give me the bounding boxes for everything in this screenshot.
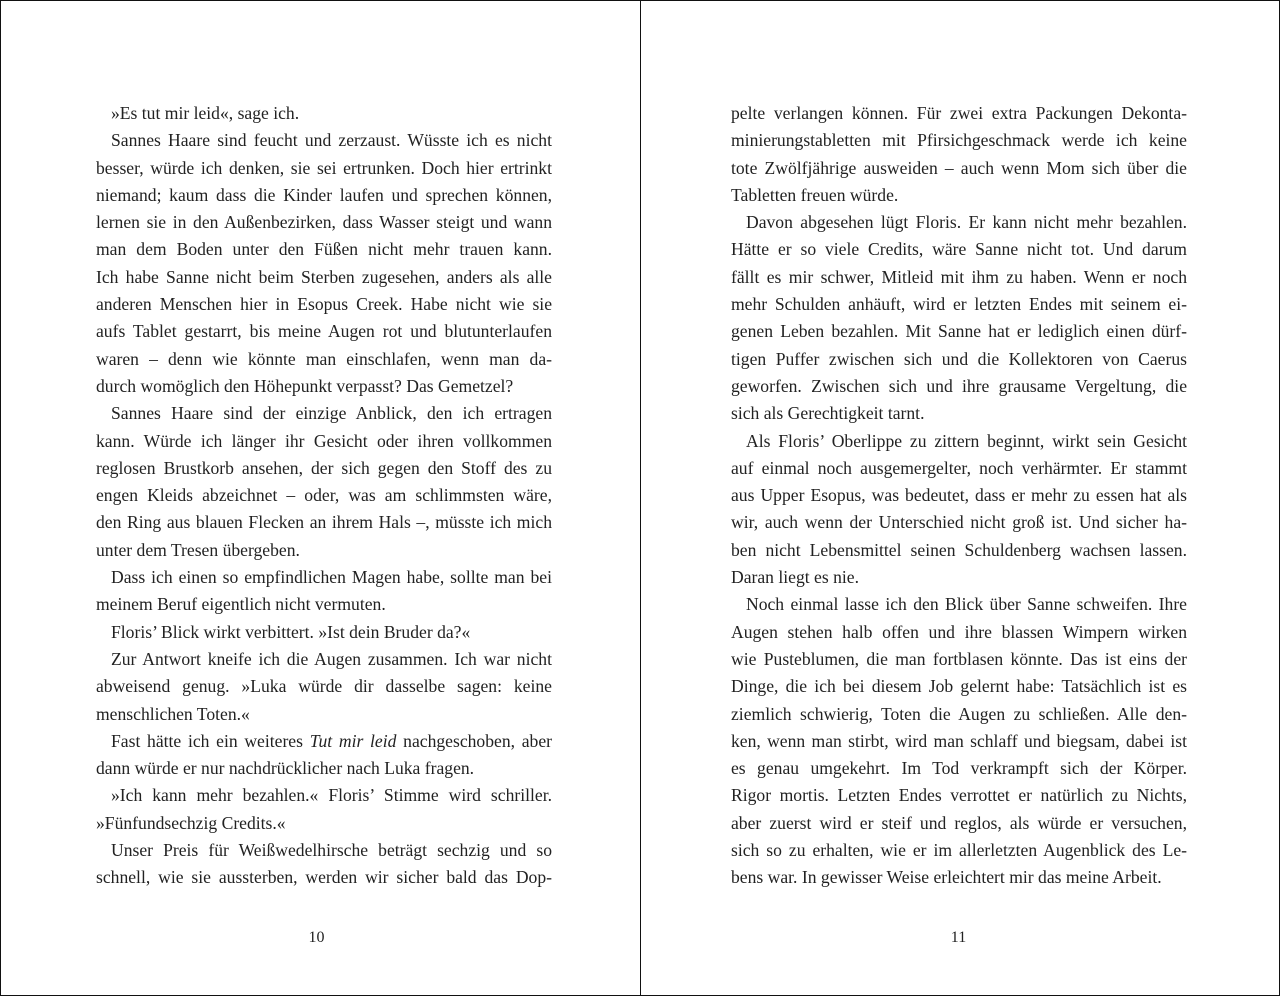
text-line: unter dem Tresen übergeben.: [96, 539, 300, 560]
text-line: dann würde er nur nachdrücklicher nach Luka fragen.: [96, 758, 475, 779]
text-fragment: nachgeschoben, aber: [403, 730, 553, 751]
text-line: tote Zwölfjährige ausweiden – auch wenn Mom sich über die: [731, 157, 1187, 178]
text-line: Als Floris’ Oberlippe zu zittern beginnt, wirkt sein Gesicht: [746, 430, 1187, 451]
text-line: Davon abgesehen lügt Floris. Er kann nicht mehr bezahlen.: [746, 212, 1187, 233]
text-fragment: Fast hätte ich ein weiteres: [111, 730, 303, 751]
text-line: reglosen Brustkorb ansehen, der sich gegen den Stoff des zu: [96, 457, 552, 478]
text-line: sich so zu erhalten, wie er im allerletzten Augenblick des Le-: [731, 840, 1187, 861]
text-line: Daran liegt es nie.: [731, 567, 859, 588]
text-line: Dass ich einen so empfindlichen Magen habe, sollte man bei: [111, 567, 552, 588]
text-line: geworfen. Zwischen sich und ihre grausame Vergeltung, die: [731, 375, 1187, 396]
text-line: lernen sie in den Außenbezirken, dass Wasser steigt und wann: [96, 212, 552, 233]
text-line: durch womöglich den Höhepunkt verpasst? Das Gemetzel?: [96, 375, 514, 396]
text-line: man dem Boden unter den Füßen nicht mehr trauen kann.: [96, 239, 552, 260]
text-line: ken, wenn man stirbt, wird man schlaff und biegsam, dabei ist: [731, 730, 1187, 751]
text-line: aufs Tablet gestarrt, bis meine Augen rot und blutunterlaufen: [96, 321, 552, 342]
text-line: meinem Beruf eigentlich nicht vermuten.: [96, 594, 386, 615]
italic-phrase: Tut mir leid: [309, 730, 397, 751]
text-line: Ich habe Sanne nicht beim Sterben zugesehen, anders als alle: [96, 266, 552, 287]
text-line: wie Pusteblumen, die man fortblasen könnte. Das ist eins der: [731, 648, 1187, 669]
left-page: [1, 1, 640, 995]
text-line: kann. Würde ich länger ihr Gesicht oder ihren vollkommen: [96, 430, 552, 451]
text-line: es genau umgekehrt. Im Tod verkrampft sich der Körper.: [731, 758, 1187, 779]
text-line: bens war. In gewisser Weise erleichtert mir das meine Arbeit.: [731, 867, 1162, 888]
text-line: Dinge, die ich bei diesem Job gelernt habe: Tatsächlich ist es: [731, 676, 1187, 697]
text-line: Rigor mortis. Letzten Endes verrottet er natürlich zu Nichts,: [731, 785, 1187, 806]
text-line: fällt es mir schwer, Mitleid mit ihm zu haben. Wenn er noch: [731, 266, 1187, 287]
text-line: »Ich kann mehr bezahlen.« Floris’ Stimme wird schriller.: [111, 785, 552, 806]
text-line: Hätte er so viele Credits, wäre Sanne nicht tot. Und darum: [731, 239, 1187, 260]
text-line: Augen stehen halb offen und ihre blassen Wimpern wirken: [731, 621, 1187, 642]
text-line: »Fünfundsechzig Credits.«: [96, 812, 286, 833]
text-line: niemand; kaum dass die Kinder laufen und sprechen können,: [96, 184, 552, 205]
text-line: ziemlich schwierig, Toten die Augen zu schließen. Alle den-: [731, 703, 1187, 724]
text-line: aus Upper Esopus, was bedeutet, dass er mehr zu essen hat als: [731, 485, 1187, 506]
text-line: Tabletten freuen würde.: [731, 184, 899, 205]
text-line: auf einmal noch ausgemergelter, noch verhärmter. Er stammt: [731, 457, 1187, 478]
text-line: Unser Preis für Weißwedelhirsche beträgt sechzig und so: [111, 840, 552, 861]
right-page-text: [731, 100, 1187, 892]
text-line: minierungstabletten mit Pfirsichgeschmack werde ich keine: [731, 130, 1187, 151]
text-line: besser, würde ich denken, sie sei ertrunken. Doch hier ertrinkt: [96, 157, 552, 178]
text-line: mehr Schulden anhäuft, wird er letzten Endes mit seinem ei-: [731, 294, 1187, 315]
text-line: Floris’ Blick wirkt verbittert. »Ist dein Bruder da?«: [111, 621, 471, 642]
text-line: Sannes Haare sind der einzige Anblick, den ich ertragen: [111, 403, 552, 424]
text-line: anderen Menschen hier in Esopus Creek. Habe nicht wie sie: [96, 294, 552, 315]
text-line: sich als Gerechtigkeit tarnt.: [731, 403, 925, 424]
text-line: Sannes Haare sind feucht und zerzaust. Wüsste ich es nicht: [111, 130, 552, 151]
page-number: 10: [308, 929, 325, 946]
text-line: engen Kleids abzeichnet – oder, was am schlimmsten wäre,: [96, 485, 552, 506]
text-line: aber zuerst wird er steif und reglos, als würde er versuchen,: [731, 812, 1187, 833]
text-line: wir, auch wenn der Unterschied nicht groß ist. Und sicher ha-: [731, 512, 1187, 533]
page-number: 11: [950, 929, 967, 946]
right-page: [641, 1, 1280, 995]
text-line: ben nicht Lebensmittel seinen Schuldenberg wachsen lassen.: [731, 539, 1187, 560]
text-line: »Es tut mir leid«, sage ich.: [111, 103, 300, 123]
text-line: Zur Antwort kneife ich die Augen zusammen. Ich war nicht: [111, 648, 552, 669]
text-line: Noch einmal lasse ich den Blick über Sanne schweifen. Ihre: [746, 594, 1187, 615]
text-line: den Ring aus blauen Flecken an ihrem Hals –, müsste ich mich: [96, 512, 552, 533]
text-line: pelte verlangen können. Für zwei extra Packungen Dekonta-: [731, 103, 1187, 123]
text-line: menschlichen Toten.«: [96, 703, 250, 724]
text-line: tigen Puffer zwischen sich und die Kollektoren von Caerus: [731, 348, 1187, 369]
left-page-text: [96, 100, 552, 892]
text-line: waren – denn wie könnte man einschlafen, wenn man da-: [96, 348, 552, 369]
text-line: abweisend genug. »Luka würde dir dasselbe sagen: keine: [96, 676, 552, 697]
text-line: genen Leben bezahlen. Mit Sanne hat er lediglich einen dürf-: [731, 321, 1187, 342]
text-line: schnell, wie sie aussterben, werden wir sicher bald das Dop-: [96, 867, 552, 888]
text-line-with-italic: [96, 728, 552, 755]
